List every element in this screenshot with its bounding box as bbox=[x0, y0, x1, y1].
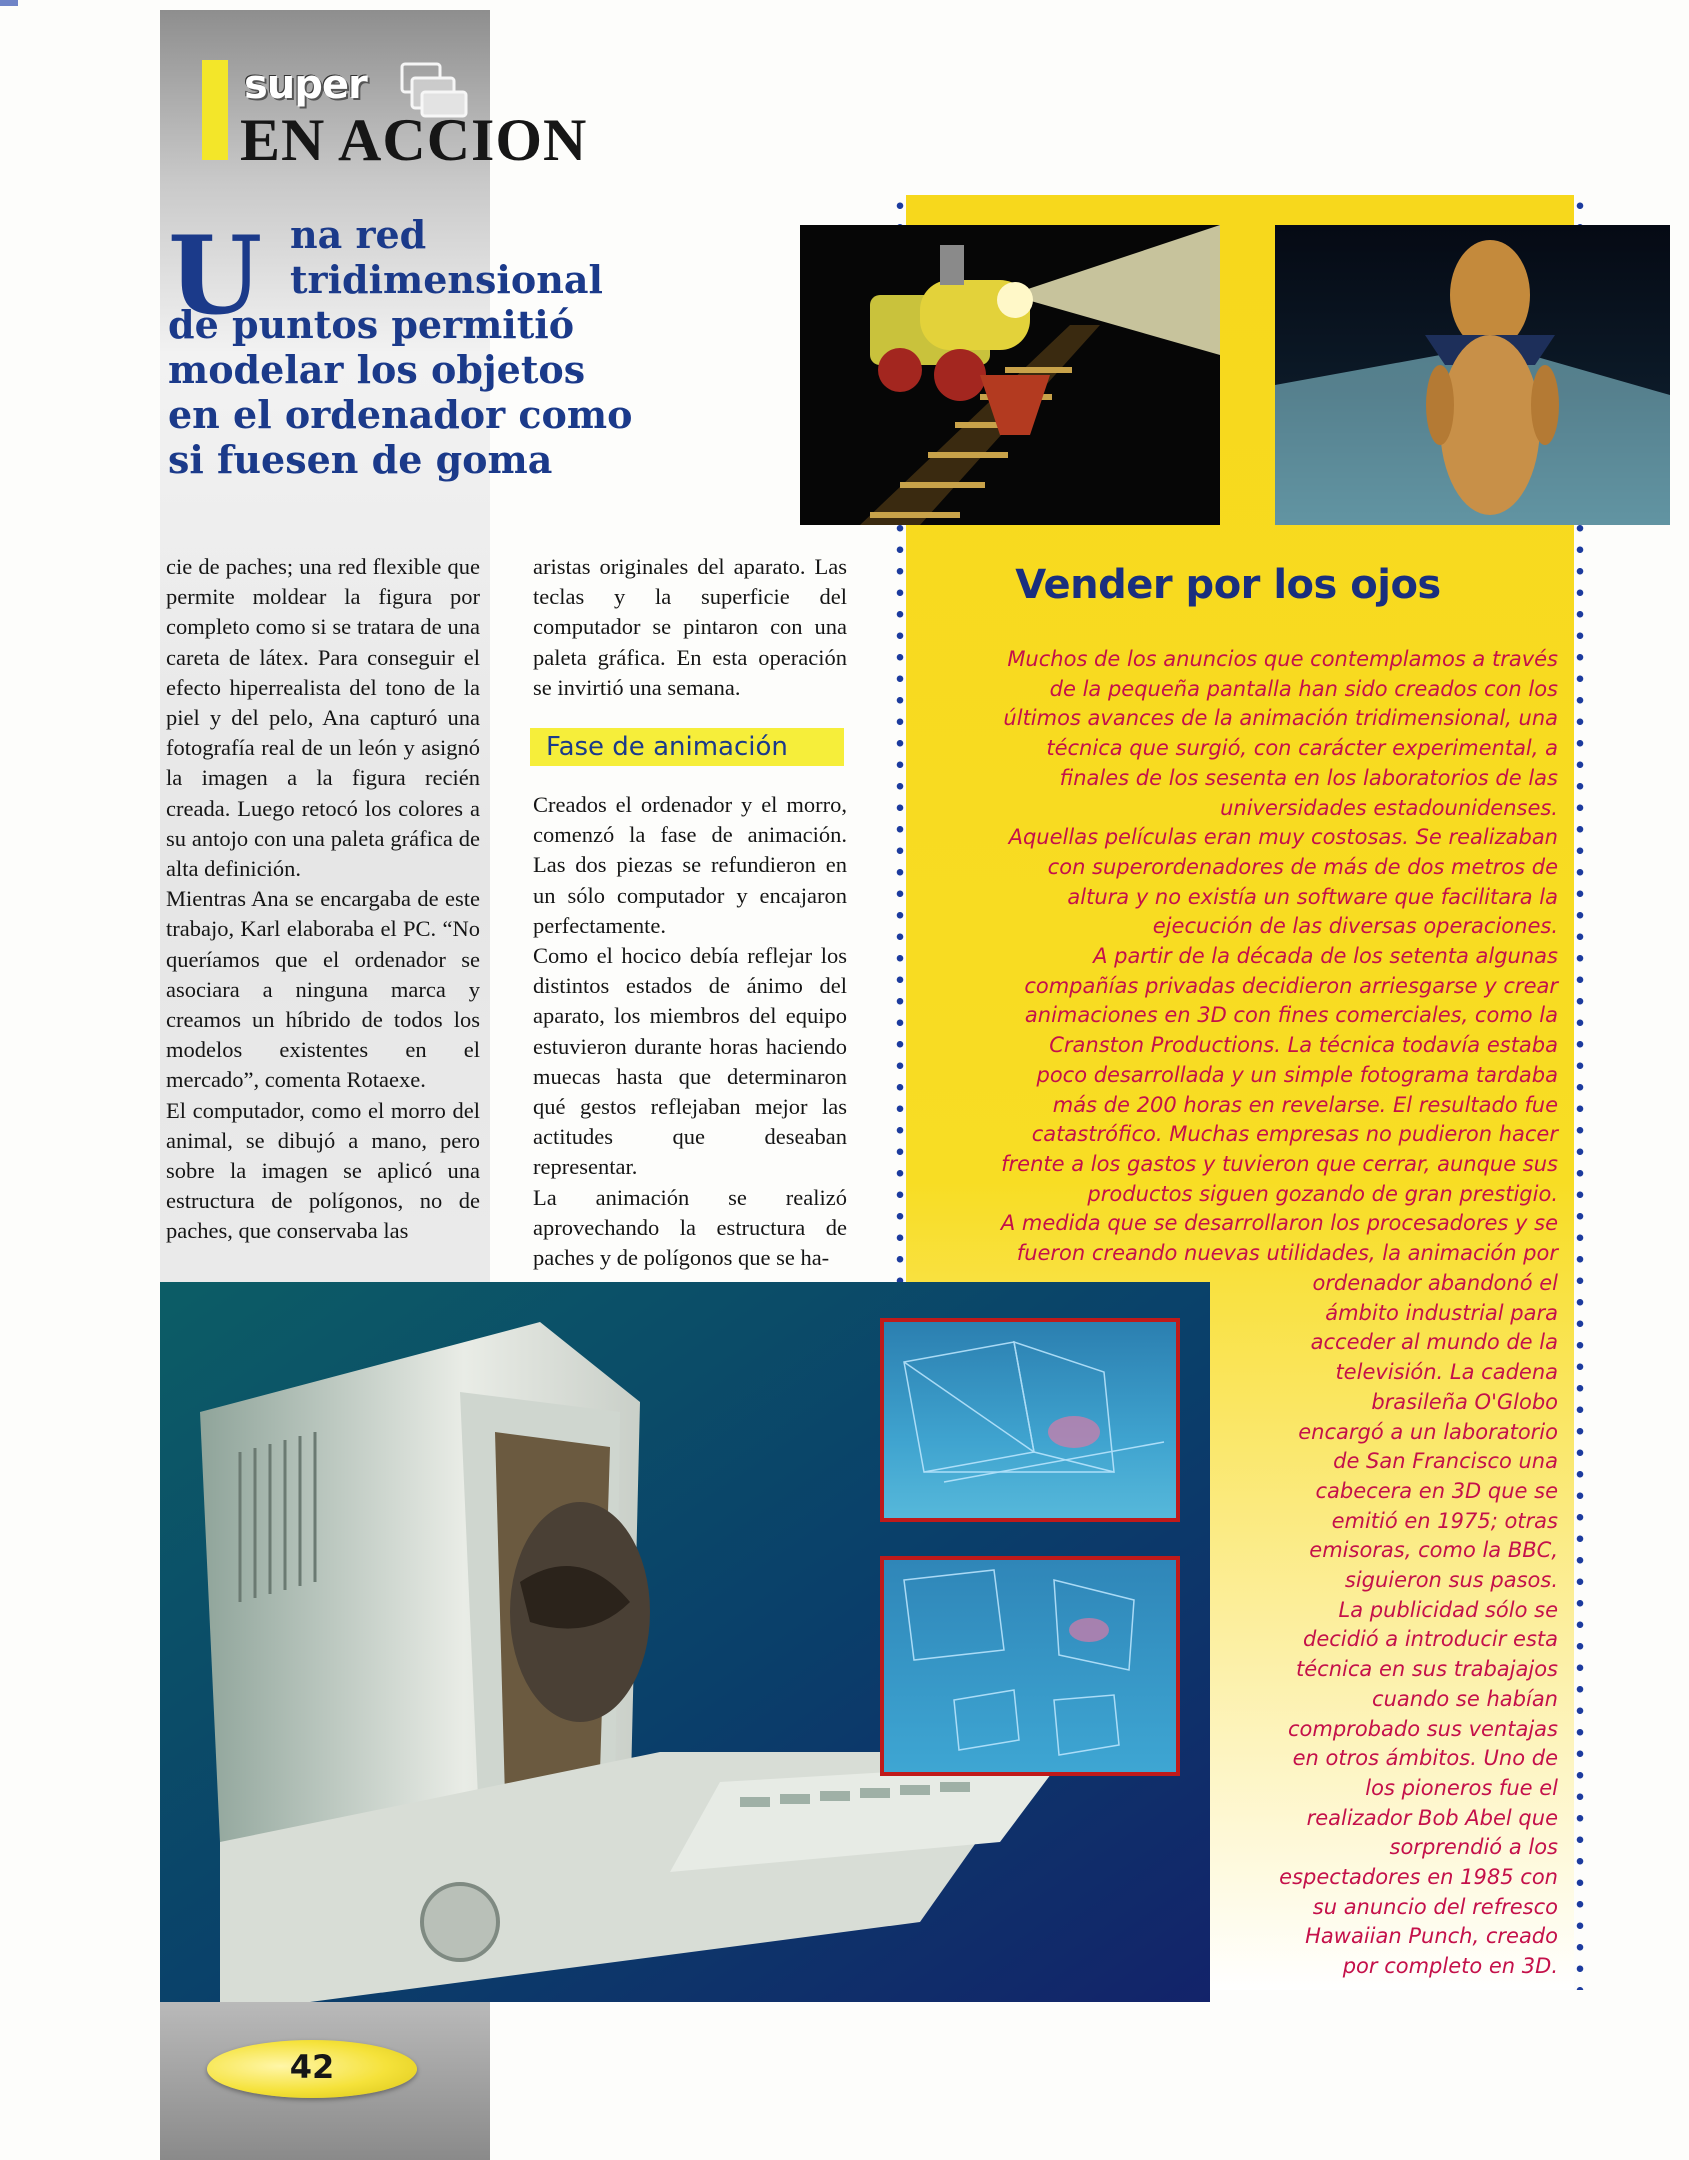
sidebar-line: su anuncio del refresco bbox=[1312, 1894, 1558, 1919]
body-column-2-top bbox=[533, 552, 847, 703]
sidebar-line: espectadores en 1985 con bbox=[1279, 1865, 1558, 1890]
sidebar-line: A medida que se desarrollaron los procesadores y se bbox=[1000, 1211, 1558, 1236]
sidebar-line: comprobado sus ventajas bbox=[1288, 1716, 1558, 1741]
sidebar-line: ejecución de las diversas operaciones. bbox=[1152, 914, 1558, 939]
sidebar-line: Hawaiian Punch, creado bbox=[1305, 1924, 1558, 1949]
sidebar-line: los pioneros fue el bbox=[1365, 1775, 1558, 1800]
sidebar-line: realizador Bob Abel que bbox=[1306, 1805, 1558, 1830]
sidebar-line: por completo en 3D. bbox=[1342, 1954, 1558, 1979]
sidebar-line: altura y no existía un software que facilitara la bbox=[1067, 884, 1558, 909]
headline-line: modelar los objetos bbox=[168, 347, 586, 392]
sidebar-line: con superordenadores de más de dos metros de bbox=[1047, 854, 1558, 879]
sidebar-line: cabecera en 3D que se bbox=[1315, 1478, 1558, 1503]
body-column-1 bbox=[166, 552, 480, 1247]
sidebar-line: A partir de la década de los setenta algunas bbox=[1093, 944, 1558, 969]
sidebar-line: ordenador abandonó el bbox=[1312, 1271, 1558, 1295]
sidebar-line: en otros ámbitos. Uno de bbox=[1292, 1746, 1558, 1771]
sidebar-line: universidades estadounidenses. bbox=[1220, 795, 1558, 820]
sidebar-line: sorprendió a los bbox=[1389, 1835, 1558, 1860]
sidebar-title: Vender por los ojos bbox=[1015, 562, 1441, 608]
wireframe-inset-2 bbox=[880, 1556, 1180, 1776]
headline-line: de puntos permitió bbox=[168, 302, 575, 347]
page-number: 42 bbox=[289, 2048, 335, 2086]
sidebar-line: acceder al mundo de la bbox=[1310, 1330, 1558, 1355]
sidebar-line: Cranston Productions. La técnica todavía estaba bbox=[1049, 1033, 1558, 1058]
headline-dropcap: U bbox=[168, 213, 263, 339]
sidebar-line: emisoras, como la BBC, bbox=[1309, 1538, 1558, 1563]
character-photo bbox=[1275, 225, 1670, 525]
headline-line: en el ordenador como bbox=[168, 392, 633, 437]
sidebar-line: ámbito industrial para bbox=[1325, 1300, 1558, 1325]
sidebar-line: más de 200 horas en revelarse. El resultado fue bbox=[1052, 1092, 1558, 1117]
sidebar-line: últimos avances de la animación tridimensional, una bbox=[1003, 706, 1558, 731]
sidebar-line: animaciones en 3D con fines comerciales, como la bbox=[1024, 1003, 1558, 1028]
sidebar-text-narrow bbox=[1218, 1269, 1558, 1982]
sidebar-line: poco desarrollada y un simple fotograma tardaba bbox=[1036, 1062, 1558, 1087]
wireframe-inset-1 bbox=[880, 1318, 1180, 1522]
train-photo bbox=[800, 225, 1220, 525]
headline-line: tridimensional bbox=[290, 257, 603, 302]
body-paragraph: aristas originales del aparato. Las teclas y la superficie del computador se pintaron con una paleta gráfica. En esta operación se invirtió una semana. bbox=[533, 554, 847, 700]
body-column-2-bottom bbox=[533, 790, 847, 1273]
sidebar-line: de la pequeña pantalla han sido creados con los bbox=[1049, 676, 1558, 701]
sidebar-line: Aquellas películas eran muy costosas. Se realizaban bbox=[1008, 825, 1558, 850]
sidebar-line: televisión. La cadena bbox=[1335, 1360, 1558, 1385]
sidebar-line: catastrófico. Muchas empresas no pudieron hacer bbox=[1031, 1122, 1558, 1147]
sidebar-line: finales de los sesenta en los laboratorios de las bbox=[1059, 765, 1558, 790]
body-paragraph: Mientras Ana se encargaba de este trabajo, Karl elaboraba el PC. “No queríamos que el ordenador se asociara a ninguna marca y creamos un híbrido de todos los modelos existentes en el mercado”, comenta Rotaexe. bbox=[166, 886, 480, 1093]
body-paragraph: cie de paches; una red flexible que permite moldear la figura por completo como si se tratara de una careta de látex. Para conseguir el efecto hiperrealista del tono de la piel y del pelo, Ana capturó una fotografía real de un león y asignó la imagen a la figura recién creada. Luego retocó los colores a su antojo con una paleta gráfica de alta definición. bbox=[166, 554, 480, 882]
sidebar-line: emitió en 1975; otras bbox=[1331, 1508, 1558, 1533]
sidebar-text-wide bbox=[912, 645, 1558, 1269]
super-logo: super bbox=[244, 62, 367, 108]
subhead-fase-animacion: Fase de animación bbox=[530, 728, 844, 766]
sidebar-line: Muchos de los anuncios que contemplamos a través bbox=[1007, 647, 1558, 671]
sidebar-line: siguieron sus pasos. bbox=[1344, 1568, 1558, 1593]
sidebar-line: encargó a un laboratorio bbox=[1298, 1419, 1558, 1444]
section-title: EN ACCION bbox=[240, 107, 588, 173]
body-paragraph: La animación se realizó aprovechando la estructura de paches y de polígonos que se ha- bbox=[533, 1184, 847, 1271]
sidebar-line: cuando se habían bbox=[1372, 1686, 1558, 1711]
header-yellow-bar bbox=[202, 60, 228, 160]
sidebar-line: decidió a introducir esta bbox=[1302, 1627, 1558, 1652]
headline-line: na red bbox=[290, 212, 427, 257]
sidebar-line: técnica en sus trabajajos bbox=[1296, 1657, 1558, 1682]
sidebar-line: productos siguen gozando de gran prestigio. bbox=[1087, 1181, 1558, 1206]
body-paragraph: Creados el ordenador y el morro, comenzó la fase de animación. Las dos piezas se refundieron en un sólo computador y encajaron perfectamente. bbox=[533, 792, 847, 938]
headline-line: si fuesen de goma bbox=[168, 437, 553, 482]
scan-edge bbox=[0, 0, 1689, 6]
sidebar-line: frente a los gastos y tuvieron que cerrar, aunque sus bbox=[1001, 1151, 1558, 1176]
body-paragraph: El computador, como el morro del animal, se dibujó a mano, pero sobre la imagen se aplicó una estructura de polígonos, no de paches, que conservaba las bbox=[166, 1097, 480, 1244]
sidebar-line: compañías privadas decidieron arriesgarse y crear bbox=[1024, 973, 1558, 998]
sidebar-line: de San Francisco una bbox=[1333, 1449, 1558, 1474]
sidebar-line: técnica que surgió, con carácter experimental, a bbox=[1046, 736, 1558, 761]
body-paragraph: Como el hocico debía reflejar los distintos estados de ánimo del aparato, los miembros del equipo estuvieron durante horas haciendo muecas hasta que determinaron qué gestos reflejaban mejor las actitudes que deseaban representar. bbox=[533, 943, 847, 1180]
sidebar-line: brasileña O'Globo bbox=[1371, 1389, 1558, 1414]
sidebar-line: fueron creando nuevas utilidades, la animación por bbox=[1016, 1241, 1558, 1266]
sidebar-line: La publicidad sólo se bbox=[1338, 1597, 1558, 1622]
